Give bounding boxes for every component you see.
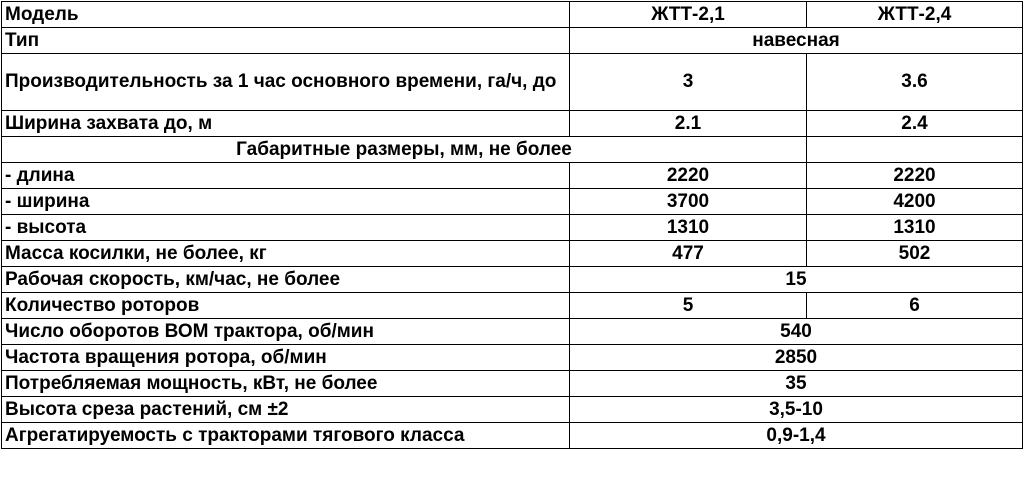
cell-breadth-1: 3700	[570, 189, 807, 215]
table-row-rotors	[2, 293, 1023, 319]
cell-model-2: ЖТТ-2,4	[807, 2, 1023, 28]
cell-label-cut-height: Высота среза растений, см ±2	[2, 397, 570, 423]
cell-length-2: 2220	[807, 163, 1023, 189]
table-row-width	[2, 111, 1023, 137]
cell-width-1: 2.1	[570, 111, 807, 137]
cell-label-breadth: - ширина	[2, 189, 570, 215]
table-row-mass	[2, 241, 1023, 267]
cell-breadth-2: 4200	[807, 189, 1023, 215]
cell-rotors-1: 5	[570, 293, 807, 319]
cell-dimensions-empty	[807, 137, 1023, 163]
cell-productivity-1: 3	[570, 54, 807, 111]
cell-label-height: - высота	[2, 215, 570, 241]
cell-height-2: 1310	[807, 215, 1023, 241]
table-row-speed	[2, 267, 1023, 293]
cell-label-length: - длина	[2, 163, 570, 189]
table-row-pto	[2, 319, 1023, 345]
table-row-breadth	[2, 189, 1023, 215]
cell-label-model: Модель	[2, 2, 570, 28]
table-row-dimensions-heading	[2, 137, 1023, 163]
table-row-productivity	[2, 54, 1023, 111]
cell-label-power: Потребляемая мощность, кВт, не более	[2, 371, 570, 397]
table-row-power	[2, 371, 1023, 397]
cell-type-value: навесная	[570, 28, 1023, 54]
cell-height-1: 1310	[570, 215, 807, 241]
cell-label-productivity: Производительность за 1 час основного времени, га/ч, до	[2, 54, 570, 111]
cell-length-1: 2220	[570, 163, 807, 189]
table-row-height	[2, 215, 1023, 241]
cell-label-speed: Рабочая скорость, км/час, не более	[2, 267, 570, 293]
table-row-type	[2, 28, 1023, 54]
cell-label-mass: Масса косилки, не более, кг	[2, 241, 570, 267]
cell-speed-value: 15	[570, 267, 1023, 293]
cell-dimensions-heading: Габаритные размеры, мм, не более	[2, 137, 807, 163]
table-row-traction	[2, 423, 1023, 449]
table-row-length	[2, 163, 1023, 189]
cell-traction-value: 0,9-1,4	[570, 423, 1023, 449]
cell-width-2: 2.4	[807, 111, 1023, 137]
cell-label-rotor-frequency: Частота вращения ротора, об/мин	[2, 345, 570, 371]
cell-label-traction: Агрегатируемость с тракторами тягового класса	[2, 423, 570, 449]
cell-label-type: Тип	[2, 28, 570, 54]
cell-rotors-2: 6	[807, 293, 1023, 319]
cell-cut-height-value: 3,5-10	[570, 397, 1023, 423]
cell-rotor-frequency-value: 2850	[570, 345, 1023, 371]
cell-label-width: Ширина захвата до, м	[2, 111, 570, 137]
cell-label-rotors: Количество роторов	[2, 293, 570, 319]
cell-label-pto: Число оборотов ВОМ трактора, об/мин	[2, 319, 570, 345]
cell-mass-2: 502	[807, 241, 1023, 267]
table-row-cut-height	[2, 397, 1023, 423]
cell-pto-value: 540	[570, 319, 1023, 345]
specs-table	[1, 1, 1023, 449]
cell-productivity-2: 3.6	[807, 54, 1023, 111]
cell-power-value: 35	[570, 371, 1023, 397]
cell-mass-1: 477	[570, 241, 807, 267]
table-row-model	[2, 2, 1023, 28]
cell-model-1: ЖТТ-2,1	[570, 2, 807, 28]
table-row-rotor-frequency	[2, 345, 1023, 371]
